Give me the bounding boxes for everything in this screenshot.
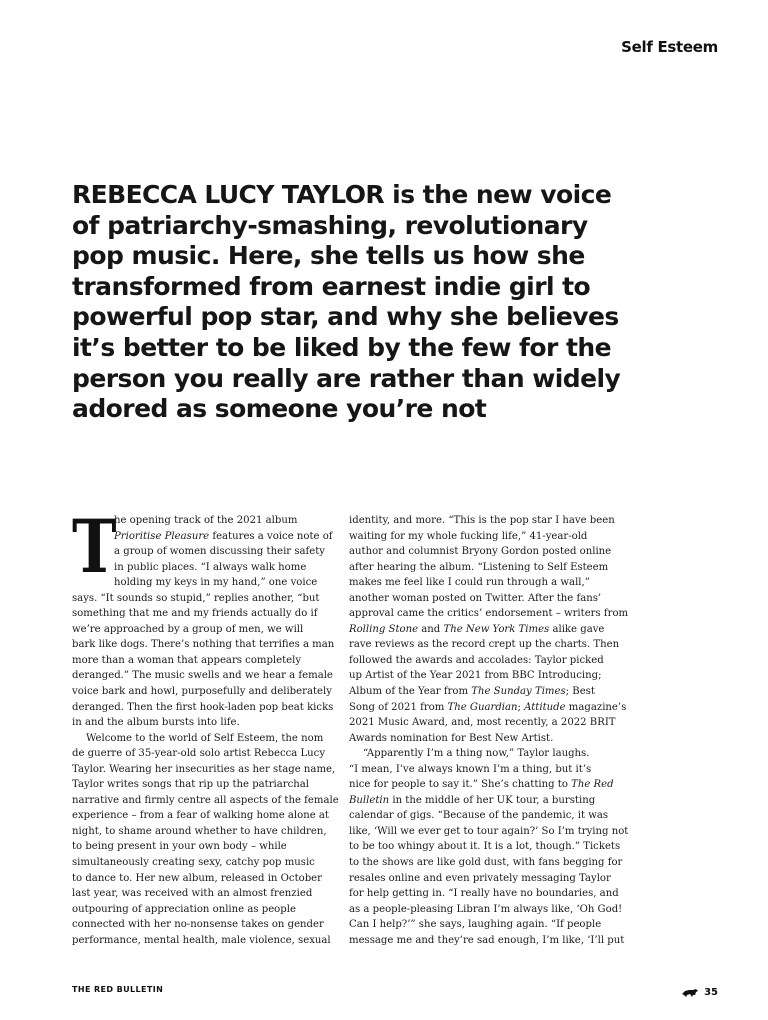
article-line: “I mean, I’ve always known I’m a thing, but it’s <box>349 763 592 775</box>
article-line: nice for people to say it.” She’s chatting to The Red <box>349 779 614 791</box>
article-line: up Artist of the Year 2021 from BBC Introducing; <box>349 670 602 682</box>
drop-cap: T <box>72 504 117 590</box>
standfirst-name: REBECCA LUCY TAYLOR <box>72 180 385 209</box>
article-line: narrative and firmly centre all aspects of the female <box>72 794 339 806</box>
article-line: author and columnist Bryony Gordon posted online <box>349 546 612 558</box>
article-line: waiting for my whole fucking life,” 41-year-old <box>349 530 588 542</box>
article-line: in public places. “I always walk home <box>114 561 307 573</box>
article-line: to dance to. Her new album, released in October <box>72 872 322 884</box>
article-line: “Apparently I’m a thing now,” Taylor laughs. <box>363 748 590 760</box>
section-label: Self Esteem <box>621 38 718 56</box>
article-line: Song of 2021 from The Guardian; Attitude magazine’s <box>349 701 627 713</box>
article-line: bark like dogs. There’s nothing that terrifies a man <box>72 639 335 651</box>
article-line: something that me and my friends actually do if <box>72 608 318 620</box>
article-line: to the shows are like gold dust, with fans begging for <box>349 857 623 869</box>
article-line: rave reviews as the record crept up the charts. Then <box>349 639 620 651</box>
article-line: after hearing the album. “Listening to Self Esteem <box>349 561 609 573</box>
article-column-right <box>349 513 629 948</box>
article-line: approval came the critics’ endorsement – writers from <box>349 608 629 620</box>
article-line: connected with her no-nonsense takes on gender <box>72 919 324 931</box>
article-line: a group of women discussing their safety <box>114 546 325 558</box>
page-footer <box>681 987 718 998</box>
page-number: 35 <box>704 987 718 998</box>
article-line: Bulletin in the middle of her UK tour, a bursting <box>349 794 596 806</box>
article-line: Prioritise Pleasure features a voice note of <box>114 530 333 542</box>
article-line: to being present in your own body – while <box>72 841 287 853</box>
article-line: like, ‘Will we ever get to tour again?’ So I’m trying not <box>349 825 629 837</box>
article-line: Taylor. Wearing her insecurities as her stage name, <box>72 763 336 775</box>
article-line: we’re approached by a group of men, we will <box>72 623 304 635</box>
article-line: message me and they’re sad enough, I’m like, ‘I’ll put <box>349 934 625 946</box>
article-line: as a people-pleasing Libran I’m always like, ‘Oh God! <box>349 903 623 915</box>
standfirst <box>72 180 632 425</box>
article-line: experience – from a fear of walking home alone at <box>72 810 329 822</box>
article-line: Welcome to the world of Self Esteem, the nom <box>86 732 324 744</box>
article-line: Can I help?’” she says, laughing again. “If people <box>349 919 602 931</box>
article-line: 2021 Music Award, and, most recently, a 2022 BRIT <box>349 717 616 729</box>
article-line: for help getting in. “I really have no boundaries, and <box>349 888 619 900</box>
article-line: Album of the Year from The Sunday Times; Best <box>349 686 595 698</box>
article-line: Taylor writes songs that rip up the patriarchal <box>72 779 310 791</box>
article-line: last year, was received with an almost frenzied <box>72 888 313 900</box>
article-line: in and the album bursts into life. <box>72 717 240 729</box>
publication-name: THE RED BULLETIN <box>72 985 164 994</box>
article-line: resales online and even privately messaging Taylor <box>349 872 611 884</box>
article-line: Rolling Stone and The New York Times alike gave <box>349 623 605 635</box>
article-line: he opening track of the 2021 album <box>114 515 298 526</box>
article-line: makes me feel like I could run through a wall,” <box>349 577 590 589</box>
bull-icon <box>681 988 699 998</box>
article-line: Awards nomination for Best New Artist. <box>349 732 554 744</box>
article-line: night, to shame around whether to have children, <box>72 825 327 837</box>
article-line: to be too whingy about it. It is a lot, though.” Tickets <box>349 841 621 853</box>
article-line: voice bark and howl, purposefully and deliberately <box>72 686 332 698</box>
article-line: identity, and more. “This is the pop star I have been <box>349 515 615 526</box>
article-line: deranged. Then the first hook-laden pop beat kicks <box>72 701 334 713</box>
article-line: says. “It sounds so stupid,” replies another, “but <box>72 592 320 604</box>
article-line: outpouring of appreciation online as people <box>72 903 296 915</box>
article-line: another woman posted on Twitter. After the fans’ <box>349 592 602 604</box>
article-line: performance, mental health, male violence, sexual <box>72 934 331 946</box>
article-line: deranged.” The music swells and we hear a female <box>72 670 333 682</box>
article-line: followed the awards and accolades: Taylor picked <box>349 654 604 666</box>
article-line: more than a woman that appears completely <box>72 654 302 666</box>
article-line: holding my keys in my hand,” one voice <box>114 577 318 589</box>
article-line: calendar of gigs. “Because of the pandemic, it was <box>349 810 609 822</box>
article-line: de guerre of 35-year-old solo artist Rebecca Lucy <box>72 748 326 760</box>
standfirst-text: is the new voice of patriarchy-smashing, revolutionary pop music. Here, she tells us how she transformed from earnest indie girl to powerful pop star, and why she believes it’s better to be liked by the few for the person you really are rather than widely adored as someone you’re not <box>72 180 621 424</box>
article-line: simultaneously creating sexy, catchy pop music <box>72 857 315 869</box>
article-column-left <box>72 504 339 948</box>
